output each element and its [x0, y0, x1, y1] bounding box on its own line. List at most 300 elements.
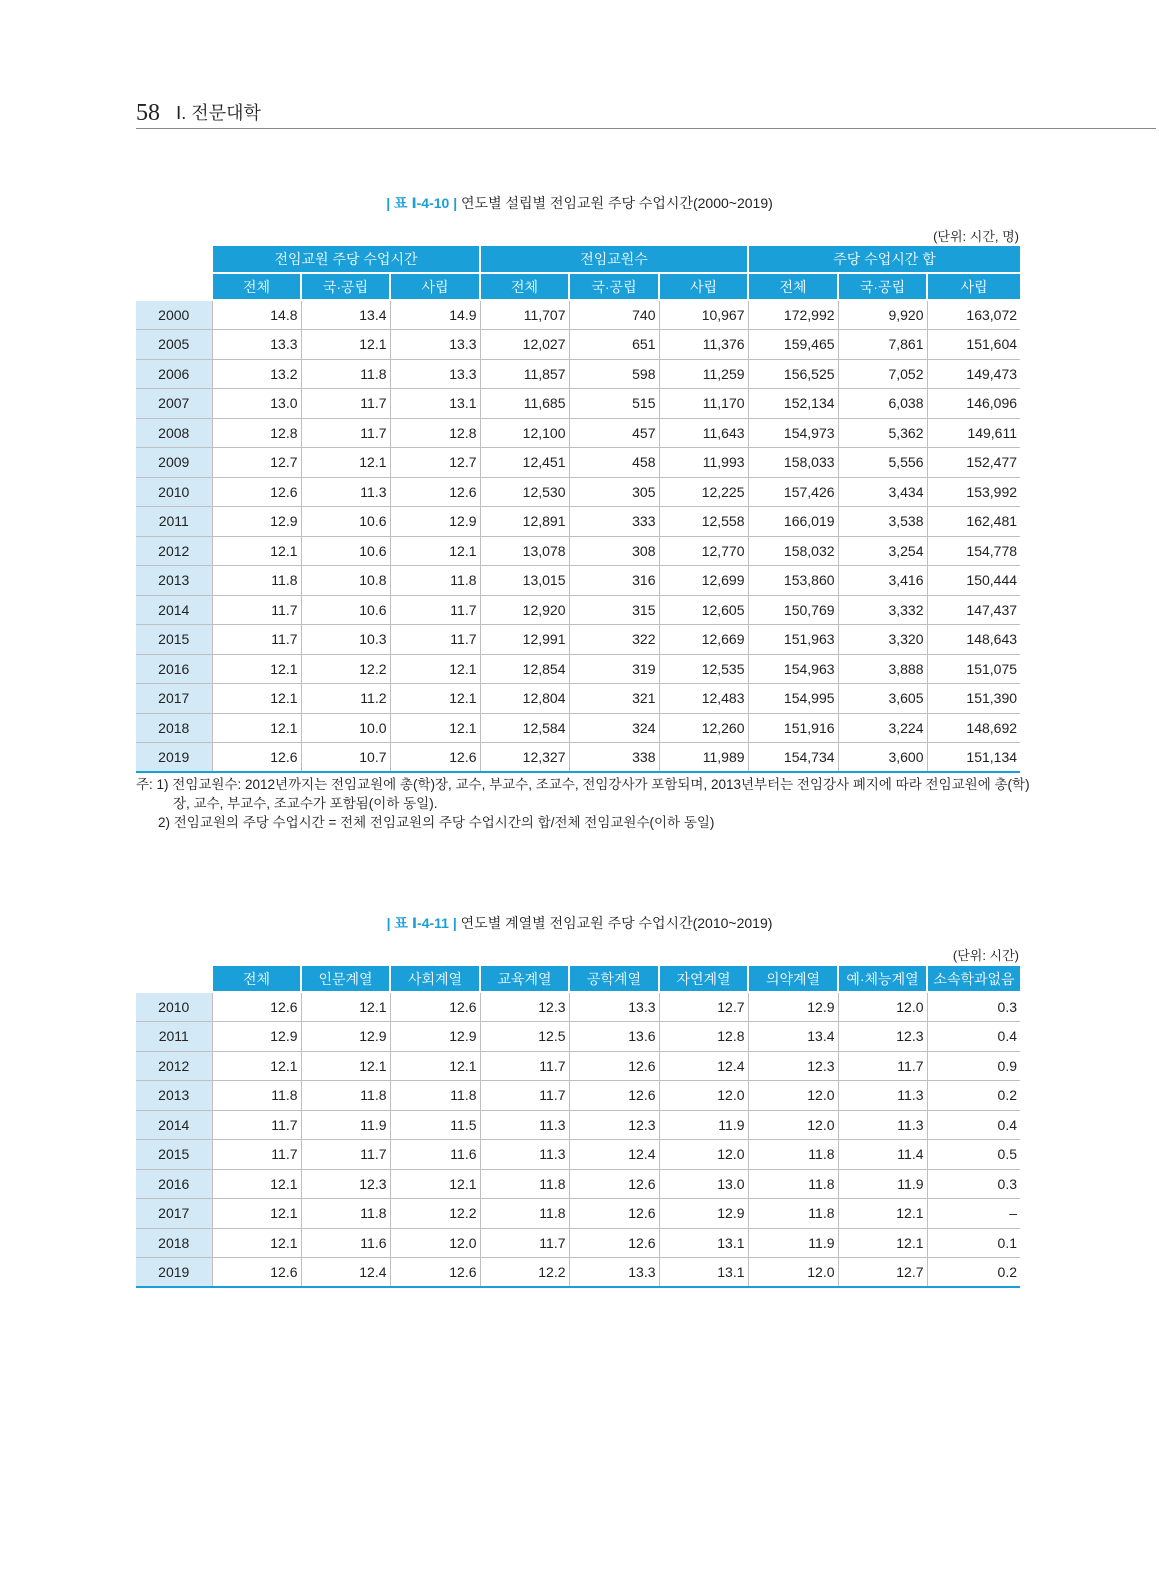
table1-value-cell: 338 [569, 743, 659, 773]
table1-value-cell: 13.3 [212, 330, 301, 360]
table1-value-cell: 14.9 [390, 300, 480, 330]
table2-value-cell: 12.6 [212, 1258, 301, 1288]
table1-value-cell: 12.6 [390, 477, 480, 507]
table2-value-cell: 11.5 [390, 1110, 480, 1140]
table2-value-cell: 0.4 [927, 1110, 1020, 1140]
table2-value-cell: 12.3 [748, 1051, 838, 1081]
page-header [136, 98, 1156, 130]
table2-value-cell: 12.2 [390, 1199, 480, 1229]
table2-value-cell: 11.8 [480, 1199, 569, 1229]
table2-header: 전체 [212, 966, 301, 992]
table2-value-cell: 12.0 [748, 1110, 838, 1140]
table1-value-cell: 11.7 [301, 389, 390, 419]
table1-value-cell: 458 [569, 448, 659, 478]
table1-year-cell: 2012 [136, 536, 212, 566]
table1-value-cell: 12.9 [212, 507, 301, 537]
table2-year-cell: 2010 [136, 992, 212, 1022]
table2-value-cell: 11.3 [480, 1140, 569, 1170]
table1-corner [136, 246, 212, 300]
table1-value-cell: 12.1 [212, 536, 301, 566]
table2-value-cell: 13.3 [569, 992, 659, 1022]
table1-value-cell: 159,465 [748, 330, 838, 360]
table2-value-cell: 13.1 [659, 1258, 748, 1288]
table2-value-cell: 12.4 [301, 1258, 390, 1288]
table2-year-cell: 2018 [136, 1228, 212, 1258]
table1-value-cell: 319 [569, 654, 659, 684]
table1-value-cell: 148,643 [927, 625, 1020, 655]
table1-value-cell: 13.4 [301, 300, 390, 330]
table2-value-cell: 12.1 [212, 1228, 301, 1258]
table2-value-cell: 0.2 [927, 1258, 1020, 1288]
table2-value-cell: 12.0 [390, 1228, 480, 1258]
table1-value-cell: 12,605 [659, 595, 748, 625]
table2-value-cell: 11.8 [390, 1081, 480, 1111]
table1-subheader-row [136, 273, 1020, 300]
table1-value-cell: 13,015 [480, 566, 569, 596]
table2-year-cell: 2014 [136, 1110, 212, 1140]
table2-value-cell: 11.8 [301, 1199, 390, 1229]
note-1-continued: 장, 교수, 부교수, 조교수가 포함됨(이하 동일). [173, 796, 438, 811]
table1-subheader: 사립 [659, 273, 748, 300]
table2-value-cell: 0.5 [927, 1140, 1020, 1170]
table1-value-cell: 12,584 [480, 713, 569, 743]
table1-value-cell: 6,038 [838, 389, 927, 419]
table1-value-cell: 12.6 [212, 743, 301, 773]
table2-value-cell: 13.6 [569, 1022, 659, 1052]
table2-value-cell: 12.0 [748, 1081, 838, 1111]
table1-value-cell: 158,032 [748, 536, 838, 566]
table2-year-cell: 2019 [136, 1258, 212, 1288]
table1-row [136, 389, 1020, 419]
table2-row [136, 1228, 1020, 1258]
table2 [136, 966, 1020, 1288]
table1-value-cell: 3,332 [838, 595, 927, 625]
table1-value-cell: 5,556 [838, 448, 927, 478]
table2-value-cell: 11.3 [838, 1081, 927, 1111]
table1-value-cell: 12,530 [480, 477, 569, 507]
table1-year-cell: 2000 [136, 300, 212, 330]
table1-value-cell: 13.3 [390, 359, 480, 389]
table2-row [136, 992, 1020, 1022]
table2-row [136, 1169, 1020, 1199]
table2-value-cell: 12.3 [838, 1022, 927, 1052]
table1-value-cell: 156,525 [748, 359, 838, 389]
table1-value-cell: 322 [569, 625, 659, 655]
table2-value-cell: 12.2 [480, 1258, 569, 1288]
table1-value-cell: 12,891 [480, 507, 569, 537]
table1-value-cell: 12,804 [480, 684, 569, 714]
table1-year-cell: 2007 [136, 389, 212, 419]
table1-row [136, 713, 1020, 743]
table2-value-cell: 12.1 [301, 992, 390, 1022]
table1-value-cell: 598 [569, 359, 659, 389]
table1-value-cell: 9,920 [838, 300, 927, 330]
page-number: 58 [136, 100, 160, 126]
table1-year-cell: 2006 [136, 359, 212, 389]
table2-value-cell: 11.7 [212, 1110, 301, 1140]
table1-value-cell: 333 [569, 507, 659, 537]
table2-value-cell: – [927, 1199, 1020, 1229]
table1-value-cell: 151,963 [748, 625, 838, 655]
table1-value-cell: 151,390 [927, 684, 1020, 714]
table2-year-cell: 2013 [136, 1081, 212, 1111]
table1-unit: (단위: 시간, 명) [933, 229, 1019, 244]
table1-year-cell: 2010 [136, 477, 212, 507]
table2-caption-number: | 표 Ⅰ-4-11 | [386, 915, 457, 931]
table2-value-cell: 13.0 [659, 1169, 748, 1199]
table1-row [136, 448, 1020, 478]
table1-row [136, 507, 1020, 537]
table2-value-cell: 11.7 [480, 1228, 569, 1258]
table1-value-cell: 12,483 [659, 684, 748, 714]
table1-group-header: 주당 수업시간 합 [748, 246, 1020, 273]
table2-value-cell: 13.1 [659, 1228, 748, 1258]
table1-value-cell: 11,643 [659, 418, 748, 448]
table2-value-cell: 11.7 [838, 1051, 927, 1081]
table1-row [136, 477, 1020, 507]
table1-caption-number: | 표 Ⅰ-4-10 | [386, 195, 458, 211]
table1-value-cell: 3,224 [838, 713, 927, 743]
table2-value-cell: 12.0 [748, 1258, 838, 1288]
table2-value-cell: 11.7 [301, 1140, 390, 1170]
table2-value-cell: 12.1 [212, 1199, 301, 1229]
table2-value-cell: 12.9 [748, 992, 838, 1022]
table1-value-cell: 10.0 [301, 713, 390, 743]
table1-value-cell: 153,860 [748, 566, 838, 596]
table2-value-cell: 12.9 [212, 1022, 301, 1052]
table2-value-cell: 13.3 [569, 1258, 659, 1288]
table1-subheader: 전체 [748, 273, 838, 300]
table1-value-cell: 12.8 [212, 418, 301, 448]
table2-value-cell: 12.3 [480, 992, 569, 1022]
table1-value-cell: 12.7 [212, 448, 301, 478]
table1-value-cell: 12.9 [390, 507, 480, 537]
table1-value-cell: 10,967 [659, 300, 748, 330]
table2-value-cell: 0.4 [927, 1022, 1020, 1052]
table1-value-cell: 3,254 [838, 536, 927, 566]
table1-value-cell: 158,033 [748, 448, 838, 478]
table1-row [136, 684, 1020, 714]
table1-value-cell: 12.1 [212, 713, 301, 743]
table1-value-cell: 3,434 [838, 477, 927, 507]
table1-caption [0, 193, 1159, 213]
table2-value-cell: 11.7 [480, 1081, 569, 1111]
table1-year-cell: 2013 [136, 566, 212, 596]
table1-row [136, 536, 1020, 566]
table1-year-cell: 2009 [136, 448, 212, 478]
table1-value-cell: 12,451 [480, 448, 569, 478]
table1-value-cell: 12.1 [301, 330, 390, 360]
table2-value-cell: 11.8 [748, 1140, 838, 1170]
table1-value-cell: 305 [569, 477, 659, 507]
table1-value-cell: 12.2 [301, 654, 390, 684]
table1-value-cell: 7,052 [838, 359, 927, 389]
table1-value-cell: 149,611 [927, 418, 1020, 448]
table1-value-cell: 11.3 [301, 477, 390, 507]
table2-value-cell: 11.8 [480, 1169, 569, 1199]
table2-value-cell: 12.4 [659, 1051, 748, 1081]
table1-value-cell: 3,888 [838, 654, 927, 684]
table1-value-cell: 12.6 [390, 743, 480, 773]
table1-value-cell: 10.6 [301, 536, 390, 566]
note-2: 2) 전임교원의 주당 수업시간 = 전체 전임교원의 주당 수업시간의 합/전체 전임교원수(이하 동일) [158, 815, 715, 830]
table2-value-cell: 12.7 [838, 1258, 927, 1288]
table1-value-cell: 10.6 [301, 595, 390, 625]
table2-corner [136, 966, 212, 992]
table2-value-cell: 11.8 [212, 1081, 301, 1111]
table2-value-cell: 12.6 [212, 992, 301, 1022]
table2-unit: (단위: 시간) [952, 948, 1019, 963]
table1-value-cell: 12.1 [212, 684, 301, 714]
table2-year-cell: 2011 [136, 1022, 212, 1052]
table1-value-cell: 11,993 [659, 448, 748, 478]
table2-header: 교육계열 [480, 966, 569, 992]
chapter-title: Ⅰ. 전문대학 [176, 103, 261, 123]
table2-header: 인문계열 [301, 966, 390, 992]
table1-value-cell: 149,473 [927, 359, 1020, 389]
table2-value-cell: 12.6 [569, 1199, 659, 1229]
table1-row [136, 566, 1020, 596]
table1-row [136, 595, 1020, 625]
table1-row [136, 330, 1020, 360]
table1-value-cell: 11.8 [212, 566, 301, 596]
table1-value-cell: 315 [569, 595, 659, 625]
table2-value-cell: 12.9 [301, 1022, 390, 1052]
table1-value-cell: 12,920 [480, 595, 569, 625]
table1-value-cell: 12.6 [212, 477, 301, 507]
table2-header-row [136, 966, 1020, 992]
table1-group-header-row [136, 246, 1020, 273]
table2-value-cell: 12.0 [659, 1081, 748, 1111]
table1-value-cell: 10.7 [301, 743, 390, 773]
table1-value-cell: 324 [569, 713, 659, 743]
table1-value-cell: 154,778 [927, 536, 1020, 566]
table1-value-cell: 308 [569, 536, 659, 566]
table1-value-cell: 12,027 [480, 330, 569, 360]
table1-value-cell: 152,134 [748, 389, 838, 419]
table2-value-cell: 12.1 [212, 1051, 301, 1081]
table1-value-cell: 11,857 [480, 359, 569, 389]
table1-value-cell: 13.3 [390, 330, 480, 360]
table1-row [136, 743, 1020, 773]
table1-value-cell: 11.7 [301, 418, 390, 448]
table1-row [136, 625, 1020, 655]
table1-value-cell: 12.1 [390, 713, 480, 743]
table2-value-cell: 11.9 [838, 1169, 927, 1199]
table1-year-cell: 2019 [136, 743, 212, 773]
table1-value-cell: 146,096 [927, 389, 1020, 419]
table1-year-cell: 2011 [136, 507, 212, 537]
table1-group-header: 전임교원 주당 수업시간 [212, 246, 480, 273]
table1-value-cell: 651 [569, 330, 659, 360]
table1-year-cell: 2018 [136, 713, 212, 743]
table1-year-cell: 2008 [136, 418, 212, 448]
table2-value-cell: 0.3 [927, 1169, 1020, 1199]
table1-row [136, 654, 1020, 684]
table1-value-cell: 12,100 [480, 418, 569, 448]
table1-value-cell: 321 [569, 684, 659, 714]
table1-subheader: 전체 [480, 273, 569, 300]
table2-year-cell: 2015 [136, 1140, 212, 1170]
table1-value-cell: 11.7 [212, 595, 301, 625]
table1-value-cell: 12.1 [390, 684, 480, 714]
table1-value-cell: 166,019 [748, 507, 838, 537]
table1-value-cell: 515 [569, 389, 659, 419]
table1-year-cell: 2017 [136, 684, 212, 714]
table1-value-cell: 12.8 [390, 418, 480, 448]
table1-value-cell: 12.1 [390, 536, 480, 566]
table2-value-cell: 12.1 [212, 1169, 301, 1199]
table2-value-cell: 11.9 [659, 1110, 748, 1140]
table2-value-cell: 12.7 [659, 992, 748, 1022]
table1-value-cell: 14.8 [212, 300, 301, 330]
table2-value-cell: 11.6 [390, 1140, 480, 1170]
table1-value-cell: 11.7 [212, 625, 301, 655]
table1-year-cell: 2014 [136, 595, 212, 625]
table2-value-cell: 11.9 [748, 1228, 838, 1258]
table1-value-cell: 162,481 [927, 507, 1020, 537]
table1-row [136, 300, 1020, 330]
table2-caption [0, 913, 1159, 933]
table1-value-cell: 150,444 [927, 566, 1020, 596]
table2-value-cell: 12.3 [569, 1110, 659, 1140]
table1-value-cell: 3,538 [838, 507, 927, 537]
table2-value-cell: 12.8 [659, 1022, 748, 1052]
table1-value-cell: 150,769 [748, 595, 838, 625]
table1-subheader: 전체 [212, 273, 301, 300]
table1-value-cell: 157,426 [748, 477, 838, 507]
table2-value-cell: 12.6 [390, 992, 480, 1022]
header-divider [136, 128, 1156, 129]
table1-value-cell: 11.8 [390, 566, 480, 596]
table2-header: 공학계열 [569, 966, 659, 992]
table1-year-cell: 2005 [136, 330, 212, 360]
table2-value-cell: 0.1 [927, 1228, 1020, 1258]
table1-value-cell: 10.3 [301, 625, 390, 655]
table1-subheader: 사립 [390, 273, 480, 300]
table2-value-cell: 11.3 [838, 1110, 927, 1140]
table2-value-cell: 0.2 [927, 1081, 1020, 1111]
table2-row [136, 1140, 1020, 1170]
table1-value-cell: 12.7 [390, 448, 480, 478]
table2-value-cell: 11.8 [748, 1199, 838, 1229]
table2-value-cell: 12.1 [838, 1228, 927, 1258]
table1-value-cell: 12,225 [659, 477, 748, 507]
table2-value-cell: 11.4 [838, 1140, 927, 1170]
table1-subheader: 국·공립 [301, 273, 390, 300]
table2-row [136, 1081, 1020, 1111]
table2-value-cell: 11.7 [480, 1051, 569, 1081]
table2-value-cell: 11.8 [748, 1169, 838, 1199]
table1-value-cell: 11,259 [659, 359, 748, 389]
table1-value-cell: 11,707 [480, 300, 569, 330]
table2-value-cell: 12.1 [301, 1051, 390, 1081]
table1-value-cell: 152,477 [927, 448, 1020, 478]
table1-value-cell: 3,320 [838, 625, 927, 655]
table1-value-cell: 163,072 [927, 300, 1020, 330]
table2-header: 예·체능계열 [838, 966, 927, 992]
table1-subheader: 사립 [927, 273, 1020, 300]
table1-value-cell: 148,692 [927, 713, 1020, 743]
table1-value-cell: 457 [569, 418, 659, 448]
table2-year-cell: 2012 [136, 1051, 212, 1081]
table2-value-cell: 0.9 [927, 1051, 1020, 1081]
table1-value-cell: 3,416 [838, 566, 927, 596]
table1 [136, 246, 1020, 773]
table1-caption-title: 연도별 설립별 전임교원 주당 수업시간(2000~2019) [461, 195, 773, 211]
table2-value-cell: 11.6 [301, 1228, 390, 1258]
table1-value-cell: 12,991 [480, 625, 569, 655]
table1-value-cell: 11.2 [301, 684, 390, 714]
table1-value-cell: 172,992 [748, 300, 838, 330]
table1-notes [136, 775, 1036, 832]
table1-value-cell: 3,600 [838, 743, 927, 773]
table1-value-cell: 12,260 [659, 713, 748, 743]
table1-subheader: 국·공립 [838, 273, 927, 300]
table1-value-cell: 153,992 [927, 477, 1020, 507]
table2-value-cell: 11.8 [301, 1081, 390, 1111]
table1-value-cell: 12,699 [659, 566, 748, 596]
table1-value-cell: 13.0 [212, 389, 301, 419]
table1-value-cell: 151,134 [927, 743, 1020, 773]
table1-group-header: 전임교원수 [480, 246, 748, 273]
table1-value-cell: 154,963 [748, 654, 838, 684]
table2-value-cell: 12.5 [480, 1022, 569, 1052]
table1-row [136, 418, 1020, 448]
table2-year-cell: 2017 [136, 1199, 212, 1229]
table1-value-cell: 13,078 [480, 536, 569, 566]
table2-header: 소속학과없음 [927, 966, 1020, 992]
table2-value-cell: 12.0 [838, 992, 927, 1022]
table1-value-cell: 11.8 [301, 359, 390, 389]
table1-value-cell: 10.8 [301, 566, 390, 596]
table1-value-cell: 12,854 [480, 654, 569, 684]
table1-value-cell: 11.7 [390, 625, 480, 655]
table2-value-cell: 12.6 [569, 1228, 659, 1258]
table2-value-cell: 11.9 [301, 1110, 390, 1140]
table1-year-cell: 2015 [136, 625, 212, 655]
table2-row [136, 1199, 1020, 1229]
table2-row [136, 1051, 1020, 1081]
table1-value-cell: 154,995 [748, 684, 838, 714]
table1-value-cell: 147,437 [927, 595, 1020, 625]
table2-value-cell: 12.9 [659, 1199, 748, 1229]
table1-value-cell: 11,989 [659, 743, 748, 773]
table1-value-cell: 13.1 [390, 389, 480, 419]
table2-header: 사회계열 [390, 966, 480, 992]
table1-value-cell: 11,170 [659, 389, 748, 419]
table1-value-cell: 151,916 [748, 713, 838, 743]
table2-value-cell: 0.3 [927, 992, 1020, 1022]
table2-value-cell: 12.3 [301, 1169, 390, 1199]
table1-value-cell: 154,973 [748, 418, 838, 448]
table1-value-cell: 12,669 [659, 625, 748, 655]
table2-value-cell: 12.1 [390, 1051, 480, 1081]
table1-value-cell: 740 [569, 300, 659, 330]
table2-header: 자연계열 [659, 966, 748, 992]
table2-caption-title: 연도별 계열별 전임교원 주당 수업시간(2010~2019) [460, 915, 773, 931]
table1-value-cell: 3,605 [838, 684, 927, 714]
table2-value-cell: 12.1 [838, 1199, 927, 1229]
table1-value-cell: 12,535 [659, 654, 748, 684]
table2-value-cell: 11.3 [480, 1110, 569, 1140]
table1-row [136, 359, 1020, 389]
table1-value-cell: 11.7 [390, 595, 480, 625]
table1-value-cell: 154,734 [748, 743, 838, 773]
table1-value-cell: 12,327 [480, 743, 569, 773]
table2-value-cell: 12.9 [390, 1022, 480, 1052]
note-1: 주: 1) 전임교원수: 2012년까지는 전임교원에 총(학)장, 교수, 부교수, 조교수, 전임강사가 포함되며, 2013년부터는 전임강사 폐지에 따라 전임교원에 총(학) [136, 777, 1030, 792]
